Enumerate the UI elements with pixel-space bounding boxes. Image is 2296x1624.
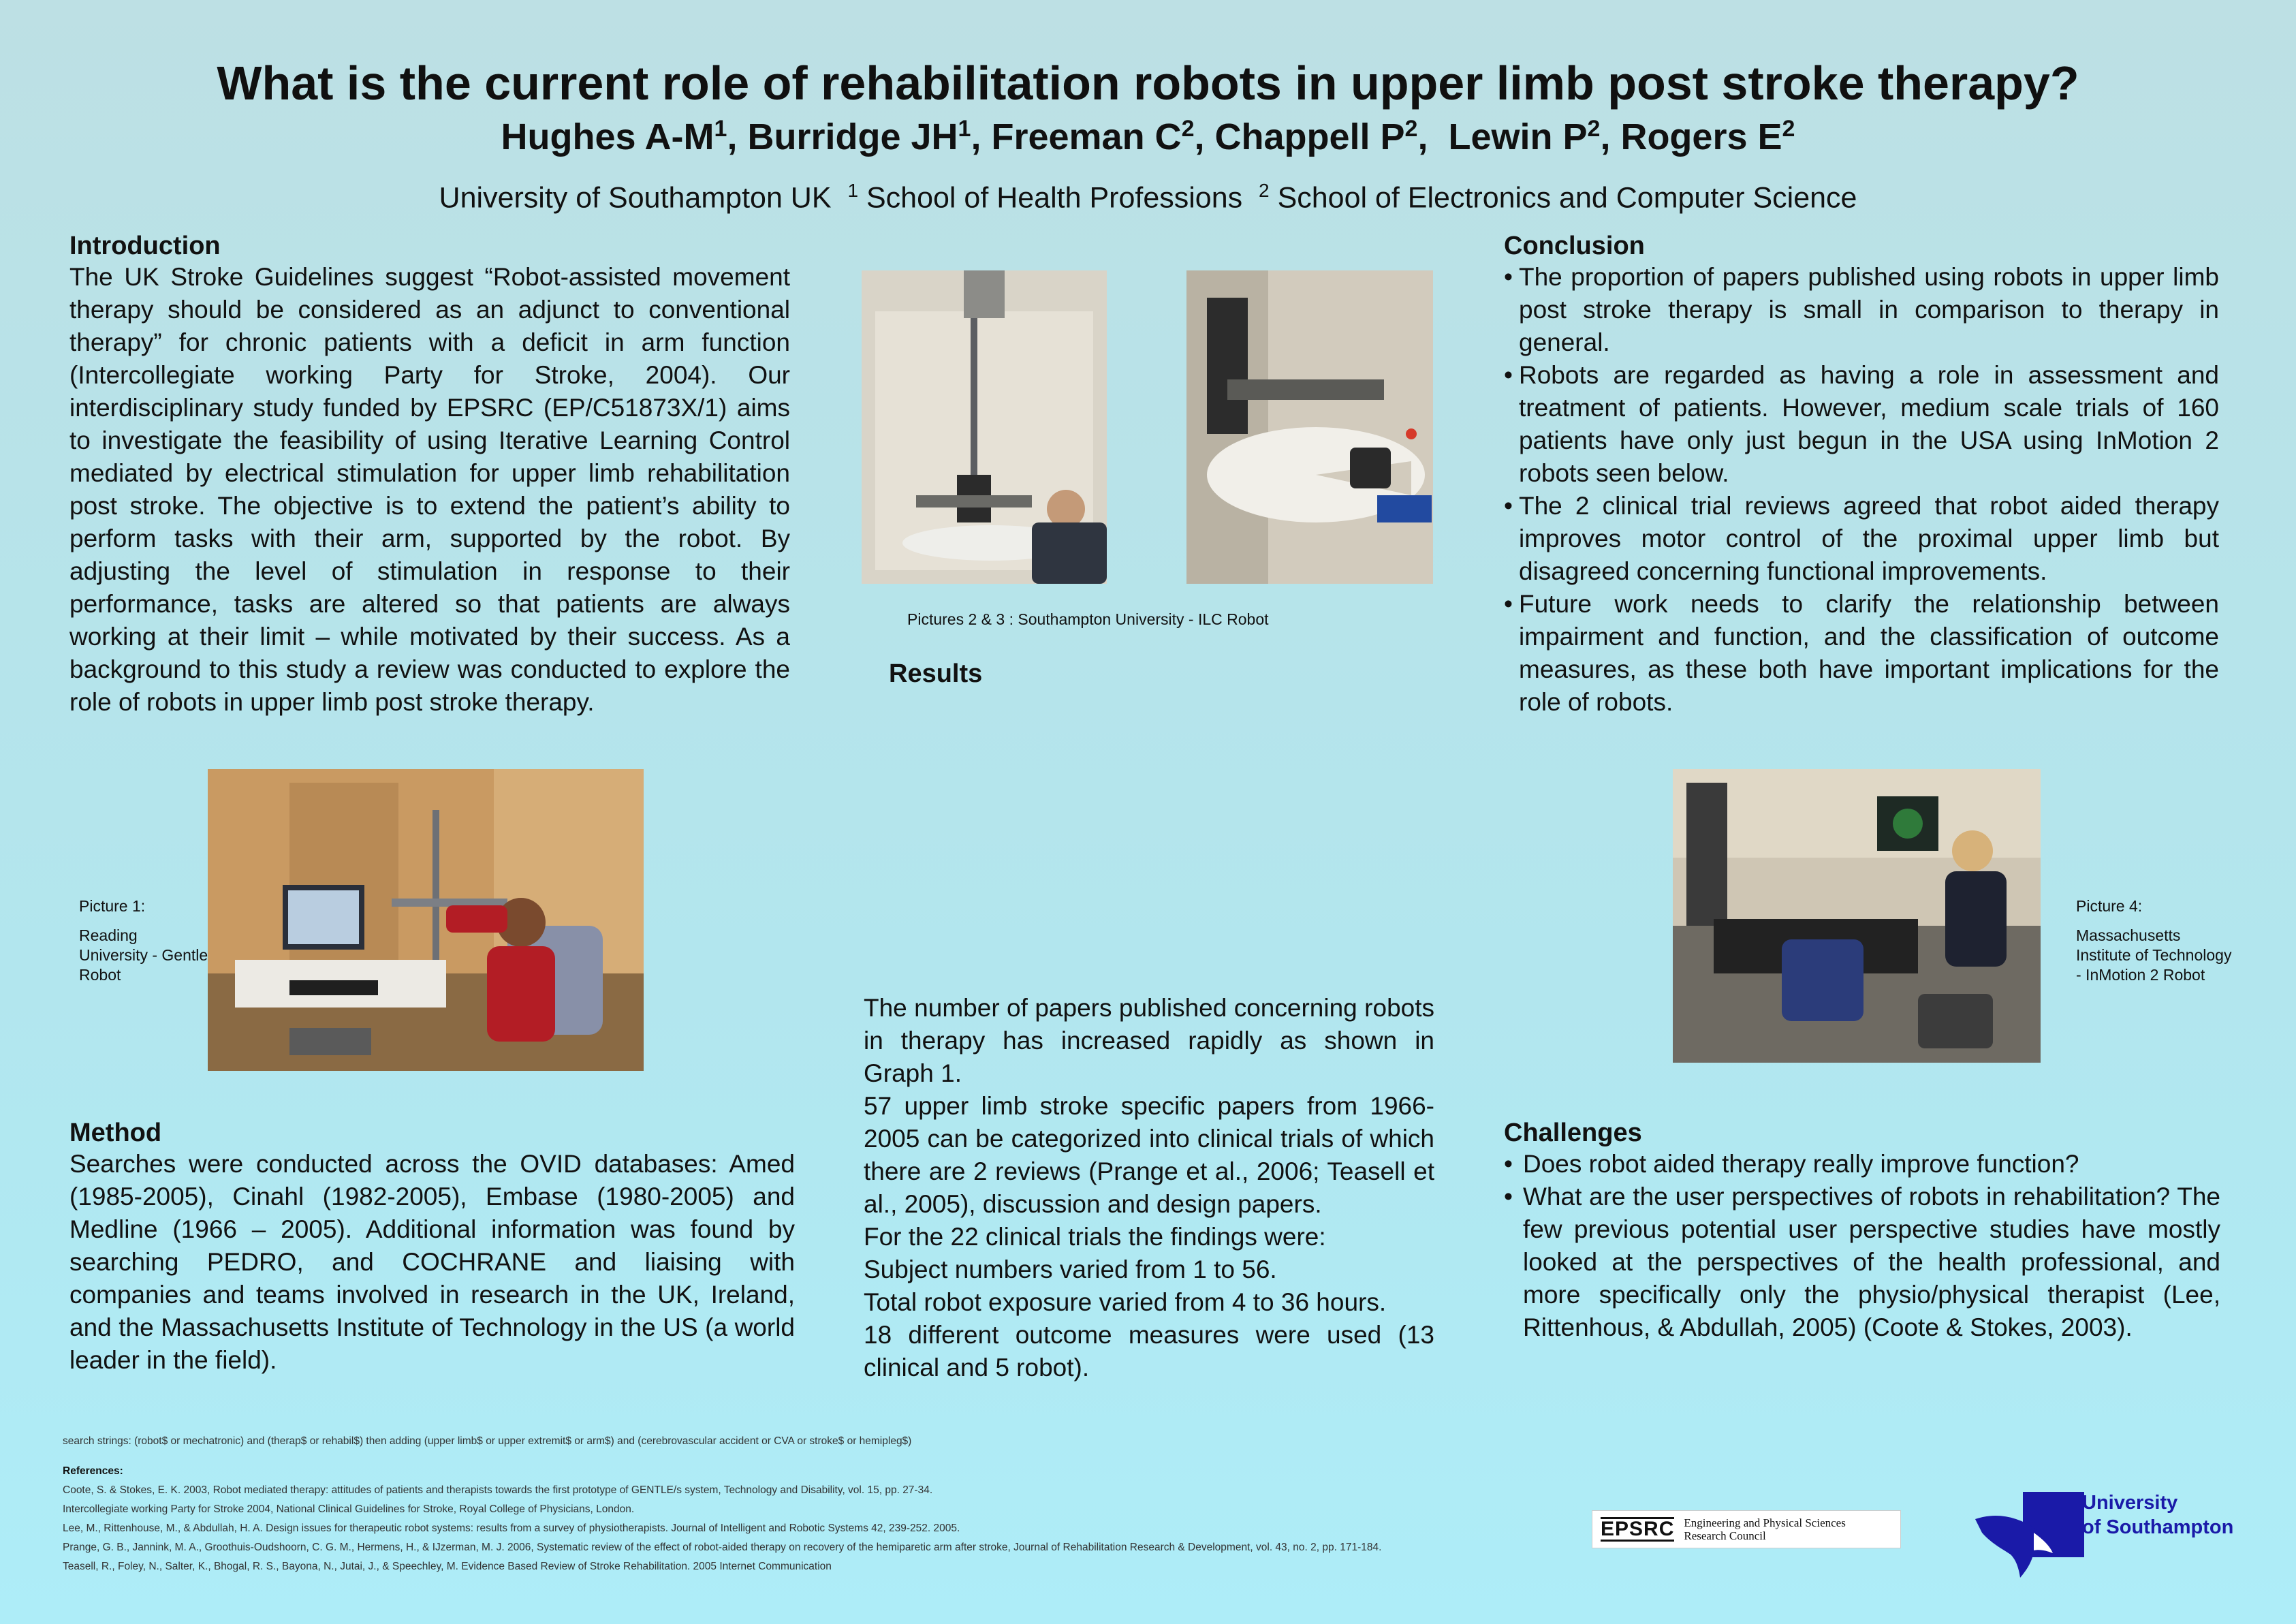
southampton-dolphin-logo-icon	[1975, 1492, 2084, 1582]
challenges-heading: Challenges	[1504, 1119, 1642, 1147]
results-line: Total robot exposure varied from 4 to 36 hours.	[864, 1288, 1387, 1316]
conclusion-bullet: • The 2 clinical trial reviews agreed that robot aided therapy improves motor control of the proximal upper limb but disagreed concerning functional improvements.	[1504, 490, 2219, 588]
challenges-list	[1504, 1148, 2220, 1344]
poster-title: What is the current role of rehabilitation robots in upper limb post stroke therapy?	[217, 57, 2079, 110]
epsrc-logo	[1592, 1510, 1901, 1548]
challenges-bullet: • What are the user perspectives of robots in rehabilitation? The few previous potential user perspective studies have mostly looked at the perspectives of the health professional, and more specifically only the physio/physical therapist (Lee, Rittenhous, & Abdullah, 2005) (Coote & Stokes, 2003).	[1504, 1181, 2220, 1344]
picture2-ilc-robot-photo	[862, 270, 1107, 584]
picture1-gentle-robot-photo	[208, 769, 644, 1071]
reference-item: Prange, G. B., Jannink, M. A., Groothuis-Oudshoorn, C. G. M., Hermens, H., & IJzerman, M. J. 2006, Systematic review of the effect of robot-aided therapy on recovery of the hemiparetic arm after stroke, Journal of Rehabilitation Research & Development, vol. 43, no. 2, pp. 171-184.	[63, 1542, 1382, 1553]
picture3-ilc-robot-photo	[1186, 270, 1433, 584]
introduction-heading: Introduction	[69, 232, 221, 260]
results-line: Subject numbers varied from 1 to 56.	[864, 1255, 1277, 1283]
conclusion-list	[1504, 261, 2219, 719]
method-heading: Method	[69, 1119, 162, 1147]
author: Burridge $JH^1$,	[747, 116, 992, 157]
epsrc-wordmark: EPSRC	[1601, 1518, 1675, 1540]
conclusion-section	[1504, 232, 2219, 719]
results-heading: Results	[889, 659, 983, 688]
conclusion-bullet: • Future work needs to clarify the relationship between impairment and function, and the classification of outcome measures, as these both have important implications for the role of robots.	[1504, 588, 2219, 719]
method-text: Searches were conducted across the OVID databases: Amed (1985-2005), Cinahl (1982-2005), Embase (1980-2005) and Medline (1966 – 2005). Additional information was found by searching PEDRO, and COCHRANE and liaising with companies and teams involved in research in the UK, Ireland, and the Massachusetts Institute of Technology in the US (a world leader in the field).	[69, 1150, 795, 1374]
conclusion-bullet: • Robots are regarded as having a role in assessment and treatment of patients. However, medium scale trials of 160 patients have only just begun in the USA using InMotion 2 robots seen below.	[1504, 359, 2219, 490]
results-line: 18 different outcome measures were used (13 clinical and 5 robot).	[864, 1321, 1434, 1381]
reference-item: Intercollegiate working Party for Stroke 2004, National Clinical Guidelines for Stroke, Royal College of Physicians, London.	[63, 1503, 635, 1515]
affiliations: University of Southampton UK $^1$ School of Health Professions $^2$ School of Electronics and Computer Science	[439, 180, 1857, 215]
author: Hughes $A-M^1$,	[501, 116, 748, 157]
author-list	[0, 116, 2296, 158]
reference-item: Teasell, R., Foley, N., Salter, K., Bhogal, R. S., Bayona, N., Jutai, J., & Speechley, M. Evidence Based Review of Stroke Rehabilitation. 2005 Internet Communication	[63, 1561, 832, 1572]
results-line: For the 22 clinical trials the findings were:	[864, 1223, 1326, 1251]
author: Freeman $C^2$,	[991, 116, 1215, 157]
conclusion-bullet: • The proportion of papers published using robots in upper limb post stroke therapy is small in comparison to therapy in general.	[1504, 261, 2219, 359]
picture4-inmotion-robot-photo	[1673, 769, 2041, 1063]
conclusion-heading: Conclusion	[1504, 232, 1645, 260]
reference-item: Coote, S. & Stokes, E. K. 2003, Robot mediated therapy: attitudes of patients and therapists towards the first prototype of GENTLE/s system, Technology and Disability, vol. 15, pp. 27-34.	[63, 1484, 933, 1496]
results-line: 57 upper limb stroke specific papers from 1966-2005 can be categorized into clinical trials of which there are 2 reviews (Prange et al., 2006; Teasell et al., 2005), discussion and design papers.	[864, 1092, 1434, 1218]
picture1-caption: Picture 1: Reading University - Gentle Robot	[79, 897, 208, 984]
method-section	[69, 1119, 795, 1377]
reference-item: Lee, M., Rittenhouse, M., & Abdullah, H. A. Design issues for therapeutic robot systems: results from a survey of physiotherapists. Journal of Intelligent and Robotic Systems 42, 239-252. 2005.	[63, 1522, 960, 1534]
challenges-section	[1504, 1119, 2220, 1344]
introduction-section	[69, 232, 790, 719]
results-line: The number of papers published concerning robots in therapy has increased rapidly as shown in Graph 1.	[864, 994, 1434, 1087]
epsrc-fullname: Engineering and Physical Sciences Research Council	[1684, 1516, 1846, 1542]
introduction-text: The UK Stroke Guidelines suggest “Robot-assisted movement therapy should be considered as an adjunct to conventional therapy” for chronic patients with a deficit in arm function (Intercollegiate working Party for Stroke, 2004). Our interdisciplinary study funded by EPSRC (EP/C51873X/1) aims to investigate the feasibility of using Iterative Learning Control mediated by electrical stimulation for upper limb rehabilitation post stroke. The objective is to extend the patient’s ability to perform tasks with their arm, supported by the robot. By adjusting the level of stimulation in response to their performance, tasks are altered so that patients are always working at their limit – while motivated by their success. As a background to this study a review was conducted to explore the role of robots in upper limb post stroke therapy.	[69, 263, 790, 716]
references-heading: References:	[63, 1465, 123, 1477]
pictures23-caption: Pictures 2 & 3 : Southampton University - ILC Robot	[907, 610, 1269, 628]
southampton-wordmark: University of Southampton	[2082, 1492, 2234, 1538]
author: Lewin $P^2$,	[1448, 116, 1621, 157]
references-section	[63, 1462, 1582, 1576]
challenges-bullet: • Does robot aided therapy really improve function?	[1504, 1148, 2220, 1181]
author: Chappell $P^2$,	[1214, 116, 1449, 157]
picture4-caption: Picture 4: Massachusetts Institute of Technology - InMotion 2 Robot	[2076, 897, 2232, 984]
search-strings: search strings: (robot$ or mechatronic) and (therap$ or rehabil$) then adding (upper limb$ or upper extremit$ or arm$) and (cerebrovascular accident or CVA or stroke$ or hemipleg$)	[63, 1435, 912, 1447]
author: Rogers $E^2$	[1620, 116, 1795, 157]
results-text	[864, 992, 1434, 1384]
